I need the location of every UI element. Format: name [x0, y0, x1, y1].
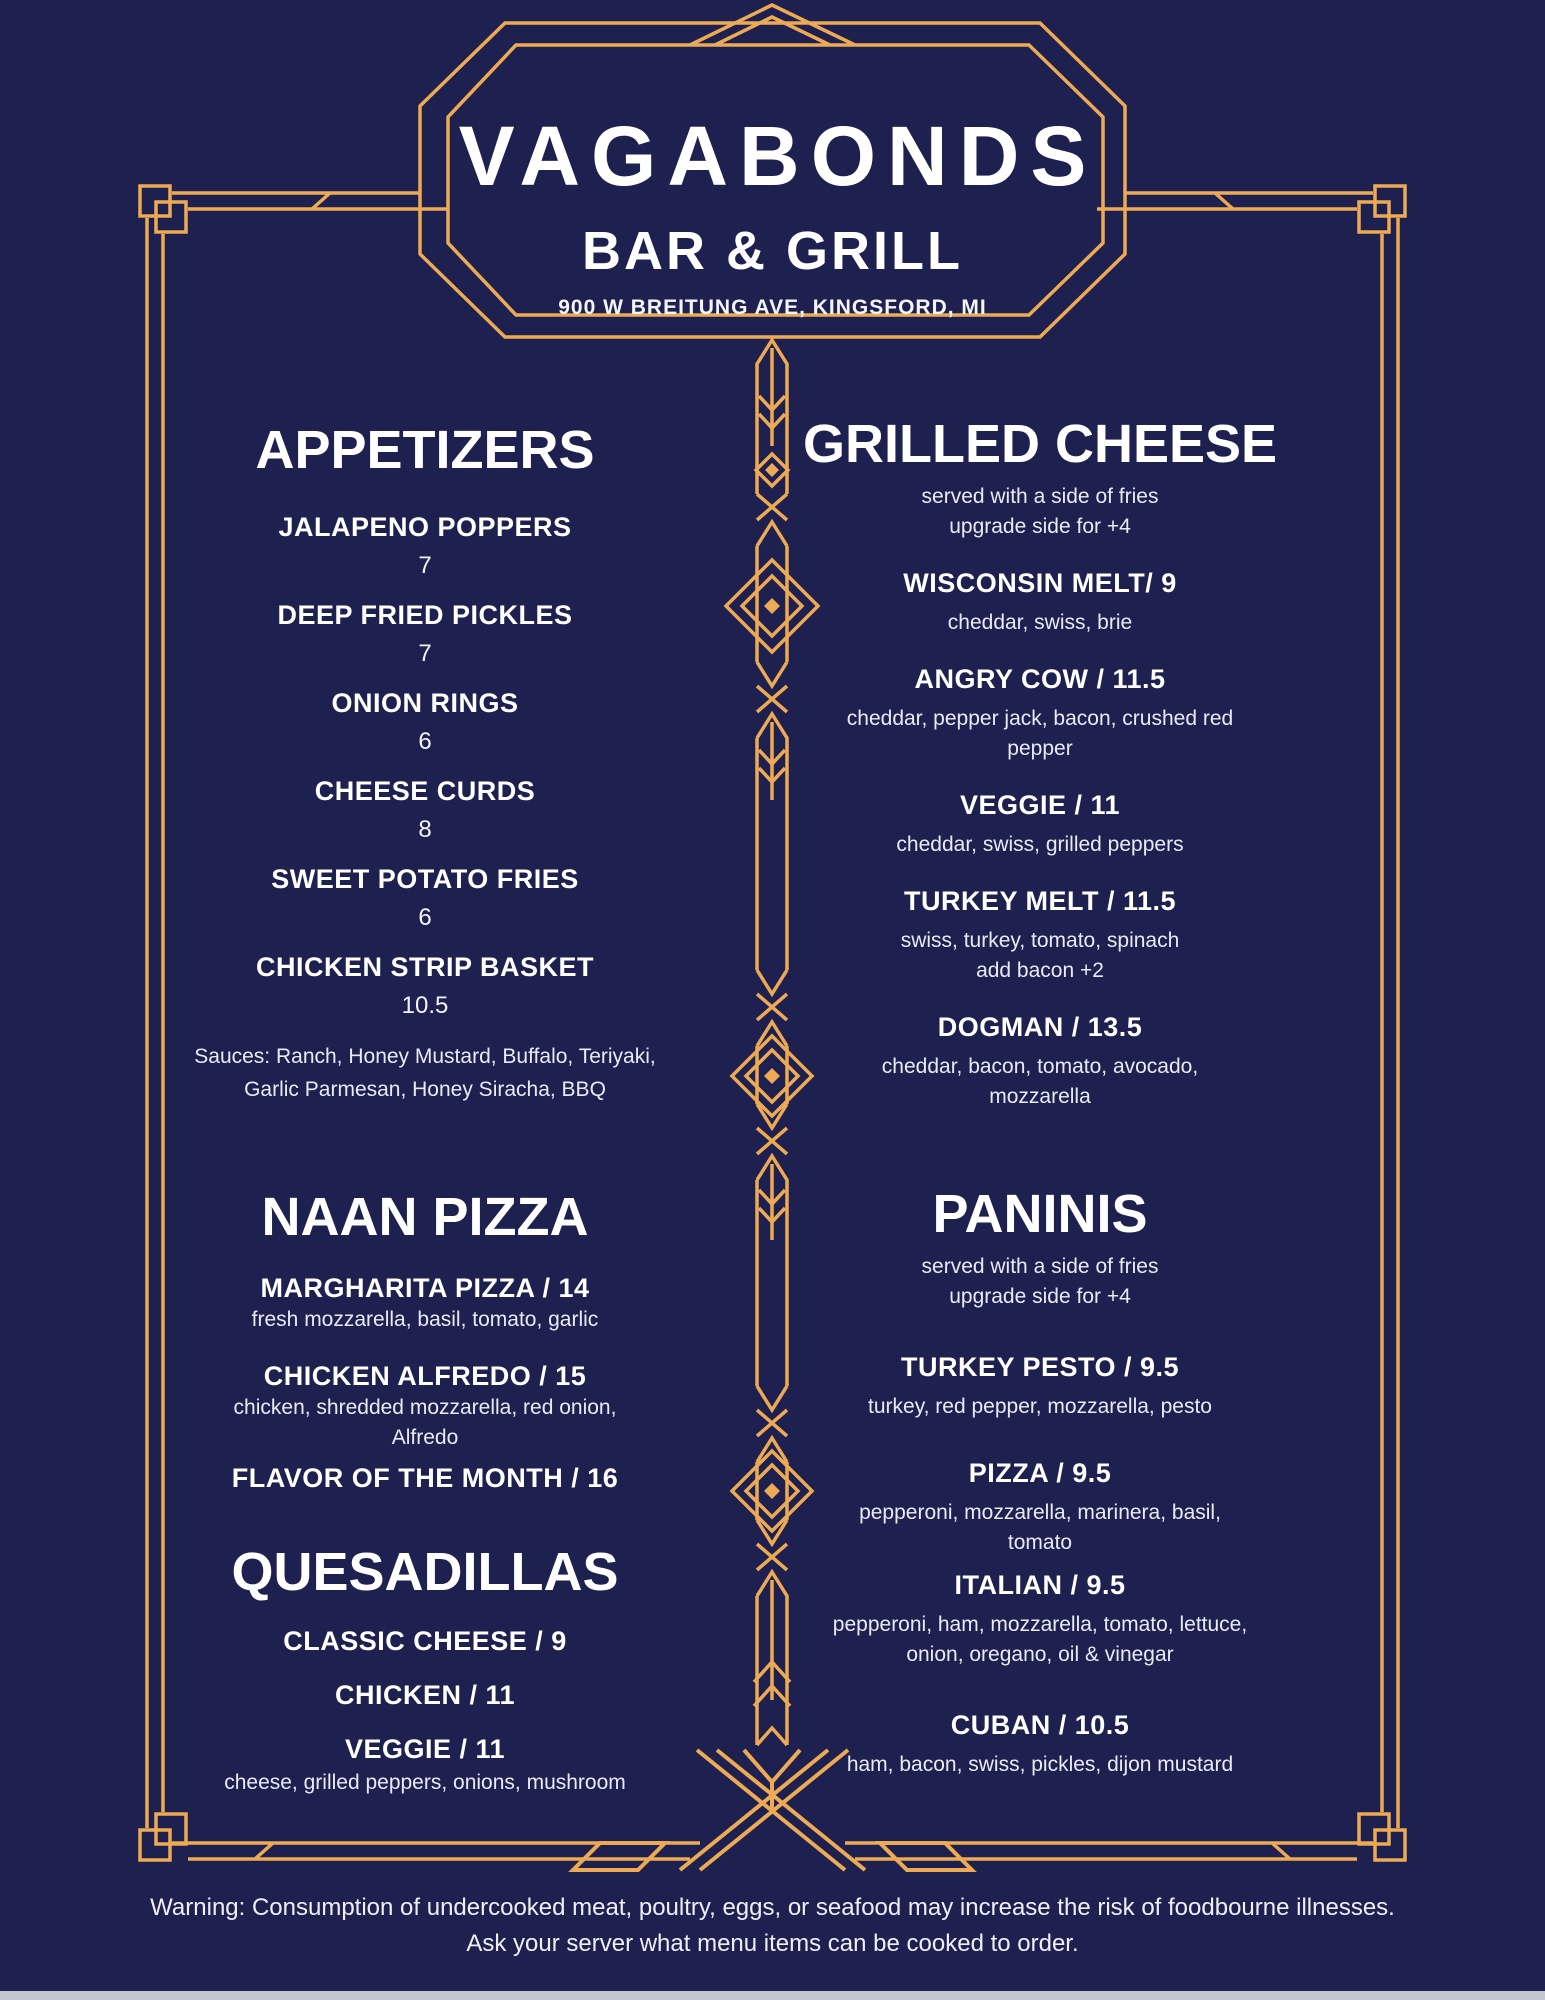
item-price: 6: [418, 728, 432, 755]
item-name-price: TURKEY MELT / 11.5: [903, 886, 1177, 916]
item-description: cheese, grilled peppers, onions, mushroom: [224, 1771, 626, 1794]
item-name-price: CLASSIC CHEESE / 9: [283, 1626, 567, 1656]
item-name: CHEESE CURDS: [314, 776, 536, 806]
menu-item: [165, 772, 685, 850]
item-name-price: ANGRY COW / 11.5: [914, 664, 1166, 694]
item-description: ham, bacon, swiss, pickles, dijon mustard: [846, 1753, 1234, 1776]
section-title: NAAN PIZZA: [261, 1187, 589, 1247]
item-name-price: CHICKEN / 11: [334, 1680, 516, 1710]
warning-line: Ask your server what menu items can be cooked to order.: [466, 1930, 1079, 1957]
item-name-price: VEGGIE / 11: [959, 790, 1121, 820]
item-price: 6: [418, 904, 432, 931]
item-name: SWEET POTATO FRIES: [271, 864, 579, 894]
item-name-price: FLAVOR OF THE MONTH / 16: [231, 1463, 619, 1493]
item-description: swiss, turkey, tomato, spinach: [900, 929, 1180, 952]
item-name: DEEP FRIED PICKLES: [277, 600, 573, 630]
item-name-price: VEGGIE / 11: [344, 1734, 506, 1764]
item-description: cheddar, bacon, tomato, avocado,: [881, 1055, 1199, 1078]
item-description: cheddar, swiss, brie: [947, 611, 1133, 634]
section-title: PANINIS: [932, 1184, 1148, 1244]
header-peak-ornament: [690, 5, 855, 45]
restaurant-address: 900 W BREITUNG AVE, KINGSFORD, MI: [558, 296, 987, 319]
menu-item: [165, 596, 685, 674]
menu-item: [800, 884, 1280, 986]
section-naan-pizza: [165, 1185, 685, 1495]
menu-item: [165, 948, 685, 1026]
menu-item: [165, 860, 685, 938]
item-description: cheddar, swiss, grilled peppers: [896, 833, 1184, 856]
item-description: pepperoni, mozzarella, marinera, basil,: [859, 1501, 1221, 1524]
menu-item: [800, 1350, 1280, 1422]
item-name-price: MARGHARITA PIZZA / 14: [260, 1273, 590, 1303]
item-description: chicken, shredded mozzarella, red onion,: [233, 1396, 617, 1419]
item-name-price: PIZZA / 9.5: [968, 1458, 1112, 1488]
item-description: mozzarella: [989, 1085, 1091, 1108]
menu-item: [165, 1461, 685, 1495]
sauces-note: [165, 1040, 685, 1106]
menu-item: [800, 788, 1280, 860]
divider-diamond-dots: [764, 463, 780, 1499]
item-price: 7: [418, 552, 432, 579]
menu-item: [800, 662, 1280, 764]
section-note: upgrade side for +4: [949, 1285, 1131, 1308]
item-name: JALAPENO POPPERS: [278, 512, 572, 542]
menu-item: [165, 1624, 685, 1658]
section-title: GRILLED CHEESE: [802, 414, 1278, 474]
item-description: add bacon +2: [976, 959, 1104, 982]
item-name: CHICKEN STRIP BASKET: [255, 952, 595, 982]
section-title: APPETIZERS: [255, 420, 595, 480]
menu-item: [800, 1568, 1280, 1670]
restaurant-name: VAGABONDS: [458, 109, 1098, 203]
sauces-line: Garlic Parmesan, Honey Siracha, BBQ: [244, 1078, 606, 1101]
header: [420, 109, 1125, 320]
menu-item: [800, 1708, 1280, 1780]
item-description: turkey, red pepper, mozzarella, pesto: [868, 1395, 1212, 1418]
menu-item: [165, 1359, 685, 1453]
item-price: 7: [418, 640, 432, 667]
menu-item: [800, 1456, 1280, 1558]
menu-item: [165, 508, 685, 586]
item-name: ONION RINGS: [331, 688, 519, 718]
sauces-line: Sauces: Ranch, Honey Mustard, Buffalo, Teriyaki,: [194, 1045, 656, 1068]
menu-item: [800, 566, 1280, 638]
menu-item: [165, 1732, 685, 1798]
item-name-price: DOGMAN / 13.5: [937, 1012, 1143, 1042]
restaurant-subtitle: BAR & GRILL: [582, 221, 963, 281]
item-description: tomato: [1007, 1531, 1073, 1554]
section-quesadillas: [165, 1540, 685, 1798]
menu-item: [165, 1678, 685, 1712]
footer-warning: [0, 1890, 1545, 1962]
item-description: onion, oregano, oil & vinegar: [906, 1643, 1174, 1666]
item-description: fresh mozzarella, basil, tomato, garlic: [251, 1308, 599, 1331]
menu-item: [800, 1010, 1280, 1112]
item-name-price: ITALIAN / 9.5: [954, 1570, 1126, 1600]
item-name-price: CUBAN / 10.5: [950, 1710, 1130, 1740]
section-note: served with a side of fries: [921, 1255, 1159, 1278]
section-paninis: [800, 1182, 1280, 1780]
item-price: 10.5: [401, 992, 449, 1019]
item-description: pepper: [1007, 737, 1073, 760]
item-price: 8: [418, 816, 432, 843]
item-description: pepperoni, ham, mozzarella, tomato, lettuce,: [832, 1613, 1248, 1636]
item-description: Alfredo: [391, 1426, 459, 1449]
section-note: upgrade side for +4: [949, 515, 1131, 538]
bottom-edge-strip: [0, 1991, 1545, 2000]
section-grilled-cheese: [800, 412, 1280, 1112]
item-description: cheddar, pepper jack, bacon, crushed red: [846, 707, 1234, 730]
item-name-price: WISCONSIN MELT/ 9: [903, 568, 1177, 598]
item-name-price: CHICKEN ALFREDO / 15: [263, 1361, 587, 1391]
warning-line: Warning: Consumption of undercooked meat, poultry, eggs, or seafood may increase the risk of foodbourne illnesses.: [150, 1894, 1395, 1921]
section-appetizers: [165, 418, 685, 1106]
menu-item: [165, 684, 685, 762]
item-name-price: TURKEY PESTO / 9.5: [900, 1352, 1180, 1382]
section-note: served with a side of fries: [921, 485, 1159, 508]
menu-item: [165, 1271, 685, 1335]
section-title: QUESADILLAS: [231, 1542, 619, 1602]
